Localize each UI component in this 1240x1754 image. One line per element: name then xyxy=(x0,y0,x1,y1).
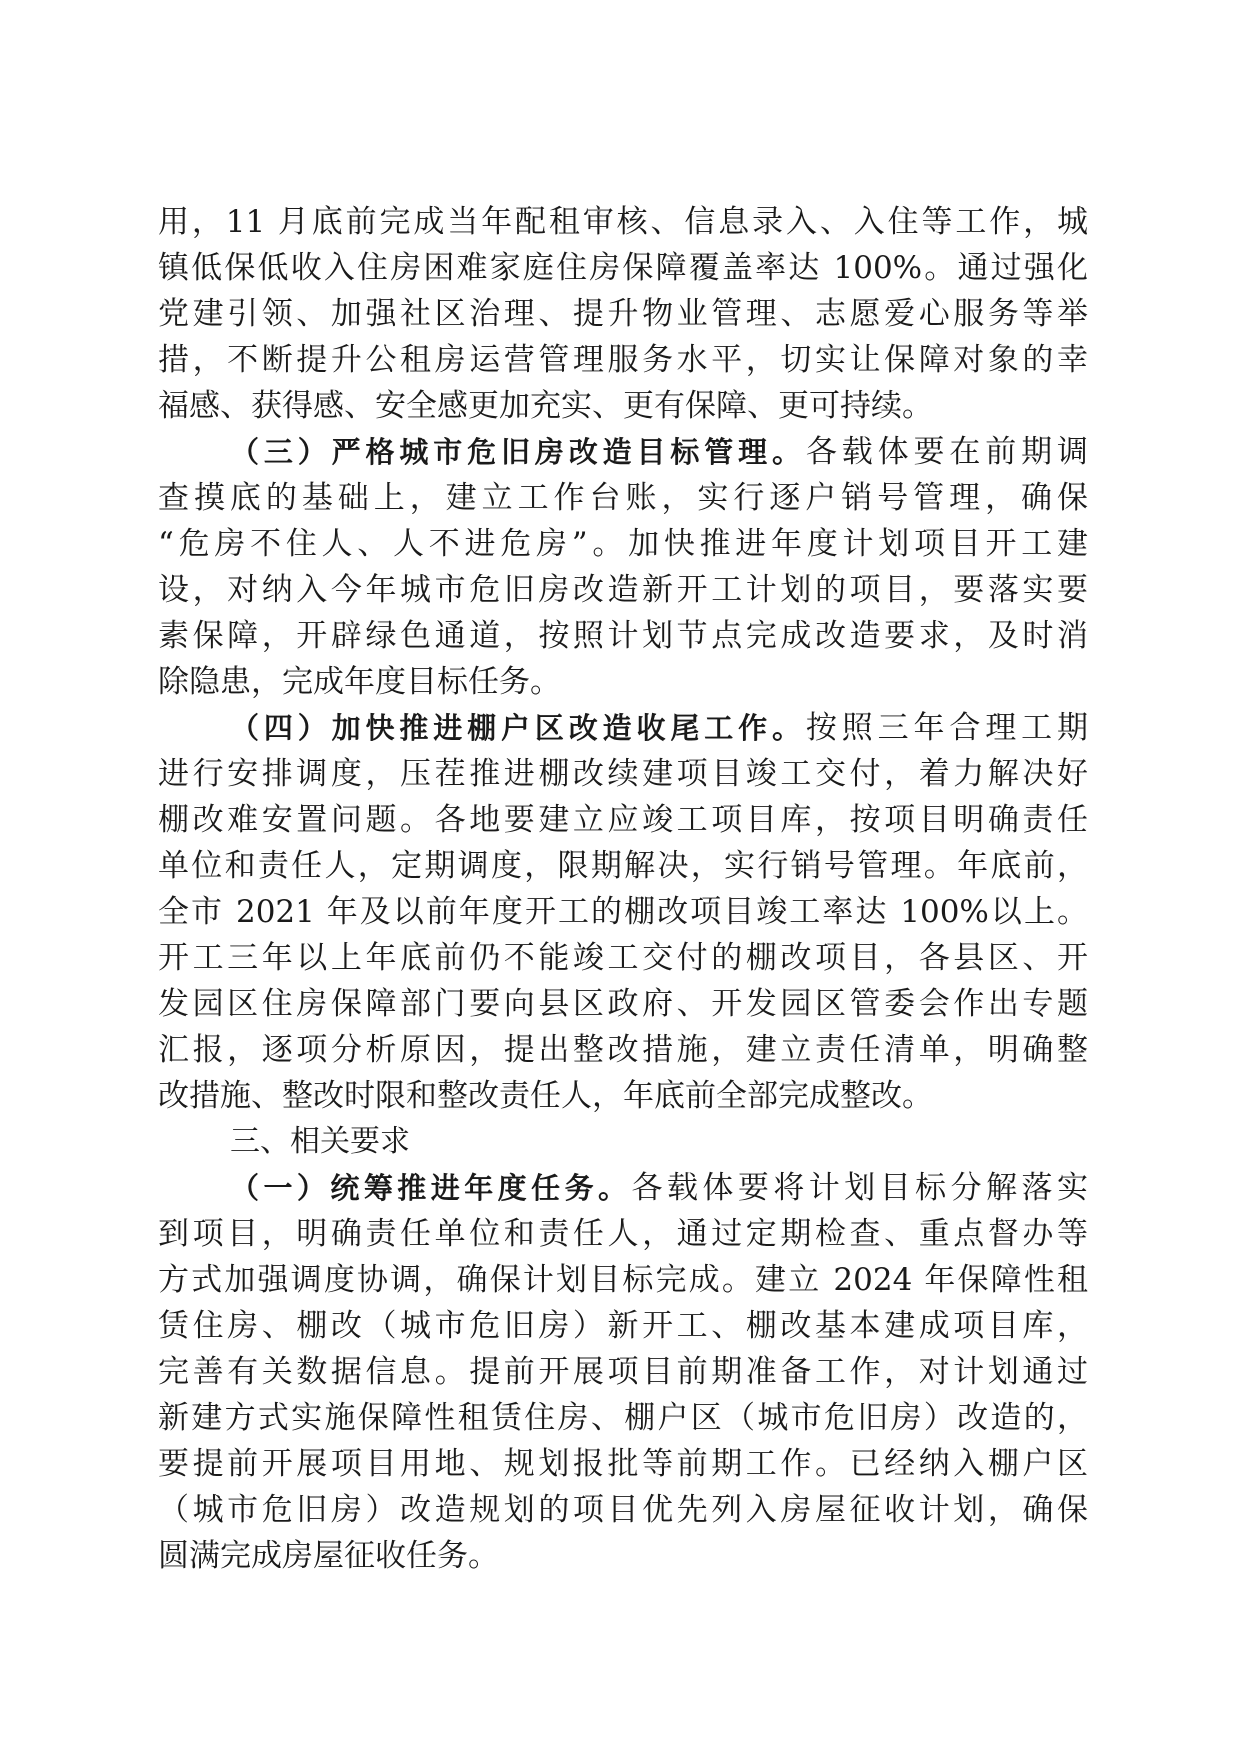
text-line: 方式加强调度协调，确保计划目标完成。建立 2024 年保障性租 xyxy=(158,1262,1088,1298)
text-line: 镇低保低收入住房困难家庭住房保障覆盖率达 100%。通过强化 xyxy=(158,250,1088,286)
text-line: 圆满完成房屋征收任务。 xyxy=(158,1538,499,1574)
section-heading: 三、相关要求 xyxy=(230,1124,410,1159)
text-line: 开工三年以上年底前仍不能竣工交付的棚改项目，各县区、开 xyxy=(158,940,1088,976)
paragraph-5-title: （一）统筹推进年度任务。 xyxy=(230,1171,632,1205)
paragraph-4-first-line xyxy=(230,706,1088,750)
paragraph-5-lead: 各载体要将计划目标分解落实 xyxy=(631,1170,1088,1206)
text-line: 措，不断提升公租房运营管理服务水平，切实让保障对象的幸 xyxy=(158,342,1088,378)
text-line: 单位和责任人，定期调度，限期解决，实行销号管理。年底前， xyxy=(158,848,1088,884)
text-line: “危房不住人、人不进危房”。加快推进年度计划项目开工建 xyxy=(158,526,1088,562)
paragraph-4-lead: 按照三年合理工期 xyxy=(805,710,1088,746)
text-line: 全市 2021 年及以前年度开工的棚改项目竣工率达 100%以上。 xyxy=(158,894,1088,930)
paragraph-4-title: （四）加快推进棚户区改造收尾工作。 xyxy=(230,711,806,745)
text-line: 棚改难安置问题。各地要建立应竣工项目库，按项目明确责任 xyxy=(158,802,1088,838)
text-line: 查摸底的基础上，建立工作台账，实行逐户销号管理，确保 xyxy=(158,480,1088,516)
text-line: 要提前开展项目用地、规划报批等前期工作。已经纳入棚户区 xyxy=(158,1446,1088,1482)
text-line: 除隐患，完成年度目标任务。 xyxy=(158,664,561,700)
text-line: 完善有关数据信息。提前开展项目前期准备工作，对计划通过 xyxy=(158,1354,1088,1390)
text-line: 福感、获得感、安全感更加充实、更有保障、更可持续。 xyxy=(158,388,933,424)
text-line: 素保障，开辟绿色通道，按照计划节点完成改造要求，及时消 xyxy=(158,618,1088,654)
text-line: 发园区住房保障部门要向县区政府、开发园区管委会作出专题 xyxy=(158,986,1088,1022)
text-line: 进行安排调度，压茬推进棚改续建项目竣工交付，着力解决好 xyxy=(158,756,1088,792)
text-line: 赁住房、棚改（城市危旧房）新开工、棚改基本建成项目库， xyxy=(158,1308,1088,1344)
paragraph-3-title: （三）严格城市危旧房改造目标管理。 xyxy=(230,435,806,469)
text-line: 党建引领、加强社区治理、提升物业管理、志愿爱心服务等举 xyxy=(158,296,1088,332)
paragraph-3-first-line xyxy=(230,430,1088,474)
text-line: 到项目，明确责任单位和责任人，通过定期检查、重点督办等 xyxy=(158,1216,1088,1252)
text-line: 汇报，逐项分析原因，提出整改措施，建立责任清单，明确整 xyxy=(158,1032,1088,1068)
paragraph-5-first-line xyxy=(230,1166,1088,1210)
text-line: （城市危旧房）改造规划的项目优先列入房屋征收计划，确保 xyxy=(158,1492,1088,1528)
text-line: 新建方式实施保障性租赁住房、棚户区（城市危旧房）改造的， xyxy=(158,1400,1088,1436)
text-line: 改措施、整改时限和整改责任人，年底前全部完成整改。 xyxy=(158,1078,933,1114)
text-line: 用，11 月底前完成当年配租审核、信息录入、入住等工作，城 xyxy=(158,204,1088,240)
paragraph-3-lead: 各载体要在前期调 xyxy=(805,434,1088,470)
text-line: 设，对纳入今年城市危旧房改造新开工计划的项目，要落实要 xyxy=(158,572,1088,608)
